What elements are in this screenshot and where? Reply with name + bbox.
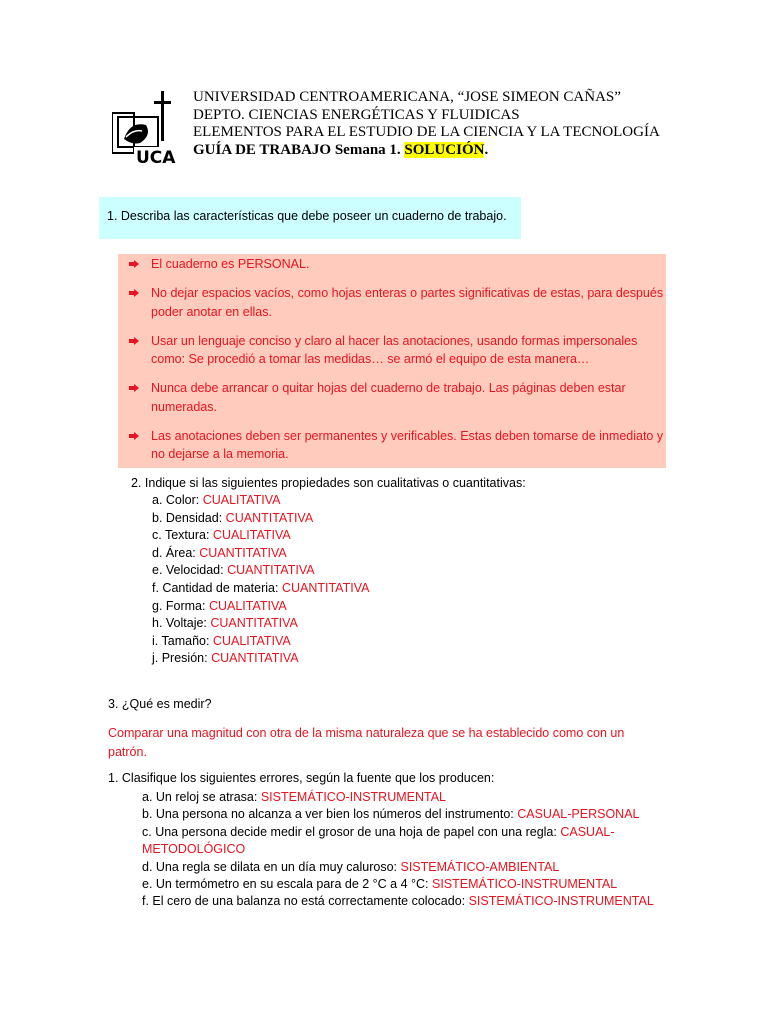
list-item: d. Área: CUANTITATIVA xyxy=(152,545,287,560)
question-2-text: 2. Indique si las siguientes propiedades son cualitativas o cuantitativas: xyxy=(131,476,526,490)
university-name: UNIVERSIDAD CENTROAMERICANA, “JOSE SIMEON CAÑAS” xyxy=(193,89,621,105)
list-item: No dejar espacios vacíos, como hojas enteras o partes significativas de estas, para después poder anotar en ellas. xyxy=(131,284,671,321)
arrow-bullet-icon xyxy=(129,384,139,392)
list-item: d. Una regla se dilata en un día muy caluroso: SISTEMÁTICO-AMBIENTAL xyxy=(142,859,560,874)
list-item: f. Cantidad de materia: CUANTITATIVA xyxy=(152,580,370,595)
list-item: c. Textura: CUALITATIVA xyxy=(152,528,291,543)
question-3-text: 3. ¿Qué es medir? xyxy=(108,697,212,711)
arrow-bullet-icon xyxy=(129,432,139,440)
uca-logo-icon xyxy=(112,91,180,167)
arrow-bullet-icon xyxy=(129,289,139,297)
list-item: Usar un lenguaje conciso y claro al hacer las anotaciones, usando formas impersonales como: Se procedió a tomar las medidas… se armó el equipo de esta manera… xyxy=(131,332,671,369)
list-item: Las anotaciones deben ser permanentes y verificables. Estas deben tomarse de inmediato y no dejarse a la memoria. xyxy=(131,427,671,464)
course-name: ELEMENTOS PARA EL ESTUDIO DE LA CIENCIA Y LA TECNOLOGÍA xyxy=(193,124,660,140)
list-item: j. Presión: CUANTITATIVA xyxy=(152,651,299,666)
list-item: Nunca debe arrancar o quitar hojas del cuaderno de trabajo. Las páginas deben estar numeradas. xyxy=(131,379,671,416)
list-item: h. Voltaje: CUANTITATIVA xyxy=(152,616,298,631)
answer-1-list xyxy=(131,255,671,474)
list-item: El cuaderno es PERSONAL. xyxy=(131,255,671,274)
uca-logo xyxy=(112,91,180,167)
list-item: a. Un reloj se atrasa: SISTEMÁTICO-INSTRUMENTAL xyxy=(142,790,447,804)
question-2-list xyxy=(152,492,369,668)
solution-highlight: SOLUCIÓN xyxy=(404,141,485,158)
question-1-text: 1. Describa las características que debe poseer un cuaderno de trabajo. xyxy=(107,209,507,223)
arrow-bullet-icon xyxy=(129,260,139,268)
list-item: f. El cero de una balanza no está correctamente colocado: SISTEMÁTICO-INSTRUMENTAL xyxy=(142,894,654,909)
question-4-list xyxy=(142,789,662,911)
list-item: e. Un termómetro en su escala para de 2 °C a 4 °C: SISTEMÁTICO-INSTRUMENTAL xyxy=(142,877,618,892)
document-header xyxy=(193,89,660,159)
question-3-answer: Comparar una magnitud con otra de la misma naturaleza que se ha establecido como con un patrón. xyxy=(108,726,625,759)
arrow-bullet-icon xyxy=(129,337,139,345)
list-item: b. Densidad: CUANTITATIVA xyxy=(152,510,314,525)
question-4-text: 1. Clasifique los siguientes errores, según la fuente que los producen: xyxy=(108,771,495,785)
list-item: g. Forma: CUALITATIVA xyxy=(152,598,287,613)
list-item: e. Velocidad: CUANTITATIVA xyxy=(152,563,315,578)
logo-text: UCA xyxy=(136,148,176,167)
list-item: i. Tamaño: CUALITATIVA xyxy=(152,633,291,648)
list-item: c. Una persona decide medir el grosor de una hoja de papel con una regla: CASUAL-METODOLÓGICO xyxy=(142,824,615,857)
guide-title: GUÍA DE TRABAJO Semana 1. SOLUCIÓN. xyxy=(193,141,489,158)
department-name: DEPTO. CIENCIAS ENERGÉTICAS Y FLUIDICAS xyxy=(193,106,520,123)
list-item: b. Una persona no alcanza a ver bien los números del instrumento: CASUAL-PERSONAL xyxy=(142,807,640,822)
list-item: a. Color: CUALITATIVA xyxy=(152,493,281,507)
